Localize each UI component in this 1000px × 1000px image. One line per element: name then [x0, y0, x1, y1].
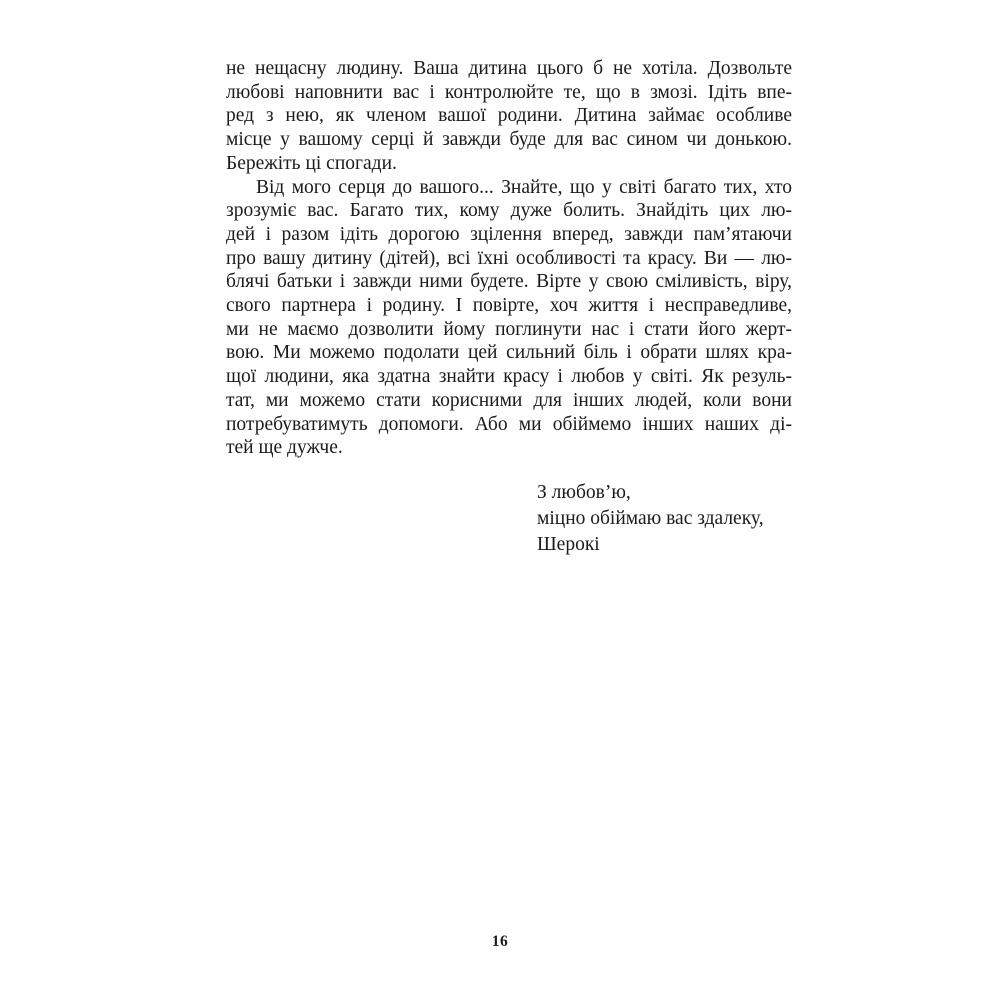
text-line: щої людини, яка здатна знайти красу і любов у світі. Як резуль- [226, 366, 792, 388]
text-line: блячі батьки і завжди ними будете. Вірте у свою сміливість, віру, [226, 271, 792, 293]
page-number: 16 [491, 933, 509, 950]
text-line: вою. Ми можемо подолати цей сильний біль і обрати шлях кра- [226, 342, 792, 364]
signature-line: З любов’ю, [537, 482, 631, 503]
text-line: зрозуміє вас. Багато тих, кому дуже болить. Знайдіть цих лю- [226, 200, 792, 222]
paragraph [226, 176, 792, 460]
text-line: ред з нею, як членом вашої родини. Дитина займає особливе [226, 105, 792, 127]
text-line: тат, ми можемо стати корисними для інших людей, коли вони [226, 389, 792, 411]
signature-line: Шерокі [537, 534, 600, 555]
body-text [226, 57, 792, 460]
text-line: потребуватимуть допомоги. Або ми обіймемо інших наших ді- [226, 413, 792, 435]
text-line: Від мого серця до вашого... Знайте, що у світі багато тих, хто [256, 176, 792, 198]
text-line: тей ще дужче. [226, 437, 343, 459]
signature [537, 480, 764, 558]
text-line: ми не маємо дозволити йому поглинути нас і стати його жерт- [226, 318, 792, 340]
text-line: місце у вашому серці й завжди буде для вас сином чи донькою. [226, 129, 792, 151]
text-line: свого партнера і родину. І повірте, хоч життя і несправедливе, [226, 295, 792, 317]
signature-line: міцно обіймаю вас здалеку, [537, 508, 764, 529]
text-line: про вашу дитину (дітей), всі їхні особливості та красу. Ви — лю- [226, 247, 792, 269]
text-line: любові наповнити вас і контролюйте те, що в змозі. Ідіть впе- [226, 81, 792, 103]
paragraph [226, 57, 792, 176]
text-line: дей і разом ідіть дорогою зцілення вперед, завжди пам’ятаючи [226, 223, 792, 245]
text-line: не нещасну людину. Ваша дитина цього б не хотіла. Дозвольте [226, 58, 792, 79]
text-line: Бережіть ці спогади. [226, 152, 397, 174]
